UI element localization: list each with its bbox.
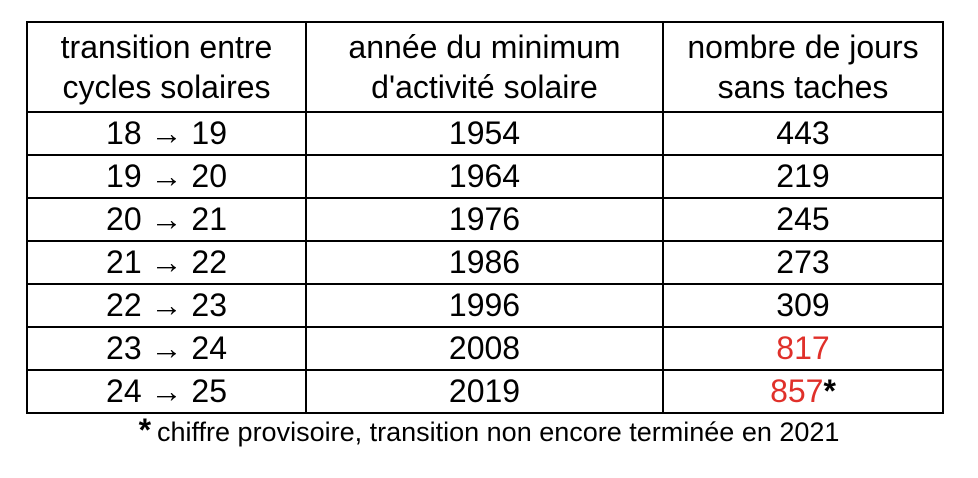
footnote xyxy=(0,410,978,452)
cell-transition: 22 → 23 xyxy=(27,284,306,327)
header-days-line-1: nombre de jours xyxy=(687,29,919,65)
cell-days-value: 817 xyxy=(776,330,830,366)
provisional-marker: * xyxy=(823,373,836,409)
cell-year: 2008 xyxy=(306,327,663,370)
cell-days xyxy=(663,284,943,327)
cell-days xyxy=(663,155,943,198)
cell-days xyxy=(663,370,943,413)
cell-year: 1976 xyxy=(306,198,663,241)
cell-transition: 21 → 22 xyxy=(27,241,306,284)
cell-days-value: 219 xyxy=(776,158,830,194)
header-transition-line-1: transition entre xyxy=(60,29,273,65)
table-row xyxy=(27,327,943,370)
header-transition xyxy=(27,22,306,112)
cell-transition: 24 → 25 xyxy=(27,370,306,413)
header-row xyxy=(27,22,943,112)
cell-year: 1996 xyxy=(306,284,663,327)
cell-year: 1964 xyxy=(306,155,663,198)
cell-transition: 23 → 24 xyxy=(27,327,306,370)
cell-year: 1954 xyxy=(306,112,663,155)
table-row xyxy=(27,198,943,241)
cell-days xyxy=(663,327,943,370)
cell-days-value: 443 xyxy=(776,115,830,151)
cell-days xyxy=(663,112,943,155)
table-row xyxy=(27,284,943,327)
table-row xyxy=(27,155,943,198)
cell-days-value: 245 xyxy=(776,201,830,237)
cell-days-value: 857 xyxy=(770,373,824,409)
solar-cycles-table-container xyxy=(26,21,942,414)
cell-days xyxy=(663,241,943,284)
cell-year: 1986 xyxy=(306,241,663,284)
table-row xyxy=(27,241,943,284)
header-year-line-1: année du minimum xyxy=(348,29,621,65)
header-days-line-2: sans taches xyxy=(717,69,889,105)
table-body xyxy=(27,112,943,413)
cell-days xyxy=(663,198,943,241)
footnote-marker: * xyxy=(138,412,152,448)
cell-transition: 18 → 19 xyxy=(27,112,306,155)
cell-year: 2019 xyxy=(306,370,663,413)
cell-transition: 19 → 20 xyxy=(27,155,306,198)
cell-transition: 20 → 21 xyxy=(27,198,306,241)
table-row xyxy=(27,370,943,413)
cell-days-value: 273 xyxy=(776,244,830,280)
header-days xyxy=(663,22,943,112)
solar-cycles-table xyxy=(26,21,944,414)
header-year xyxy=(306,22,663,112)
footnote-text: chiffre provisoire, transition non encore terminée en 2021 xyxy=(157,417,840,447)
table-row xyxy=(27,112,943,155)
header-year-line-2: d'activité solaire xyxy=(371,69,598,105)
cell-days-value: 309 xyxy=(776,287,830,323)
header-transition-line-2: cycles solaires xyxy=(62,69,271,105)
